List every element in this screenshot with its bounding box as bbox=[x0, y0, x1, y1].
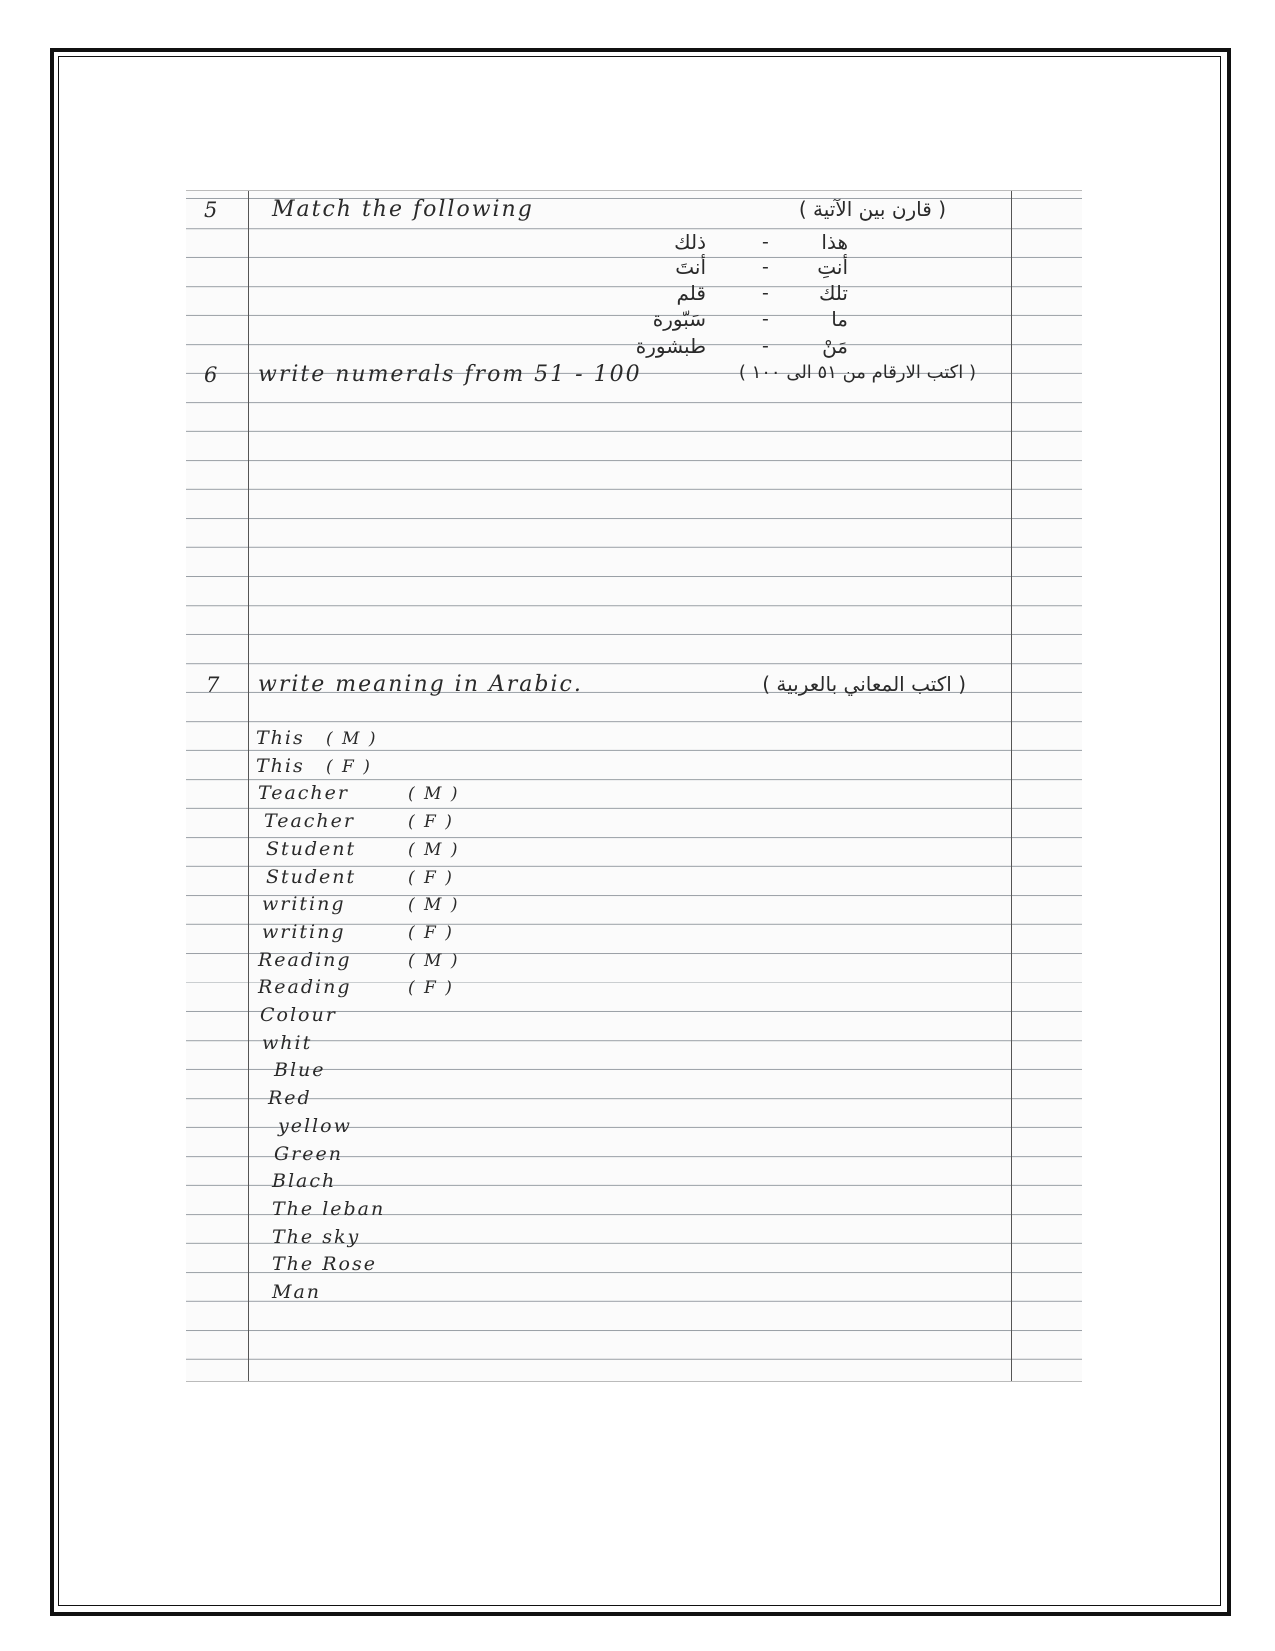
vocab-word: Student bbox=[266, 838, 357, 860]
vocab-word: Red bbox=[268, 1087, 312, 1109]
left-margin-line bbox=[248, 191, 249, 1381]
question-5-prompt: Match the following bbox=[272, 197, 534, 222]
vocab-word: writing bbox=[262, 893, 346, 915]
match-dash-3: - bbox=[762, 280, 769, 304]
vocab-word: This bbox=[256, 755, 305, 777]
vocab-gender: ( M ) bbox=[408, 784, 460, 804]
match-right-4: سَبّورة bbox=[652, 307, 706, 331]
question-5-number: 5 bbox=[204, 198, 218, 222]
vocab-word: Reading bbox=[258, 976, 352, 998]
question-6-number: 6 bbox=[204, 363, 218, 387]
vocab-word: whit bbox=[262, 1032, 313, 1054]
vocab-word: The leban bbox=[272, 1198, 386, 1220]
question-6-prompt: write numerals from 51 - 100 bbox=[258, 362, 642, 387]
right-margin-line bbox=[1011, 191, 1012, 1381]
match-dash-5: - bbox=[762, 333, 769, 357]
lined-paper-sheet bbox=[186, 190, 1082, 1382]
vocab-gender: ( M ) bbox=[408, 895, 460, 915]
vocab-word: Man bbox=[272, 1281, 322, 1303]
vocab-word: Colour bbox=[260, 1004, 337, 1026]
vocab-word: writing bbox=[262, 921, 346, 943]
vocab-word: Green bbox=[274, 1143, 343, 1165]
match-right-2: أنتَ bbox=[675, 255, 706, 279]
match-dash-4: - bbox=[762, 306, 769, 330]
vocab-word: This bbox=[256, 727, 305, 749]
question-7-prompt: write meaning in Arabic. bbox=[258, 672, 583, 697]
vocab-word: Blach bbox=[272, 1170, 337, 1192]
vocab-gender: ( F ) bbox=[326, 757, 372, 777]
vocab-word: Teacher bbox=[258, 782, 349, 804]
vocab-gender: ( F ) bbox=[408, 812, 454, 832]
vocab-word: Reading bbox=[258, 949, 352, 971]
match-right-3: قلم bbox=[676, 281, 706, 305]
vocab-gender: ( F ) bbox=[408, 923, 454, 943]
match-right-5: طبشورة bbox=[635, 334, 706, 358]
match-left-2: أنتِ bbox=[817, 255, 848, 279]
match-left-1: هذا bbox=[821, 230, 848, 254]
match-right-1: ذلك bbox=[674, 230, 706, 254]
question-5-arabic: ( قارن بين الآتية ) bbox=[798, 197, 946, 221]
question-7-arabic: ( اكتب المعاني بالعربية ) bbox=[762, 672, 966, 696]
vocab-gender: ( F ) bbox=[408, 978, 454, 998]
vocab-gender: ( M ) bbox=[326, 729, 378, 749]
match-dash-1: - bbox=[762, 229, 769, 253]
match-left-5: مَنْ bbox=[822, 334, 848, 358]
vocab-word: Student bbox=[266, 866, 357, 888]
vocab-word: The Rose bbox=[272, 1253, 377, 1275]
vocab-word: Teacher bbox=[264, 810, 355, 832]
vocab-word: Blue bbox=[274, 1059, 326, 1081]
vocab-word: The sky bbox=[272, 1226, 361, 1248]
vocab-gender: ( F ) bbox=[408, 868, 454, 888]
vocab-gender: ( M ) bbox=[408, 840, 460, 860]
question-6-arabic: ( اكتب الارقام من ٥١ الى ١٠٠ ) bbox=[738, 362, 976, 383]
question-7-number: 7 bbox=[206, 673, 220, 697]
vocab-word: yellow bbox=[278, 1115, 352, 1137]
vocab-gender: ( M ) bbox=[408, 951, 460, 971]
match-left-3: تلك bbox=[818, 281, 848, 305]
match-left-4: ما bbox=[831, 307, 848, 331]
match-dash-2: - bbox=[762, 254, 769, 278]
